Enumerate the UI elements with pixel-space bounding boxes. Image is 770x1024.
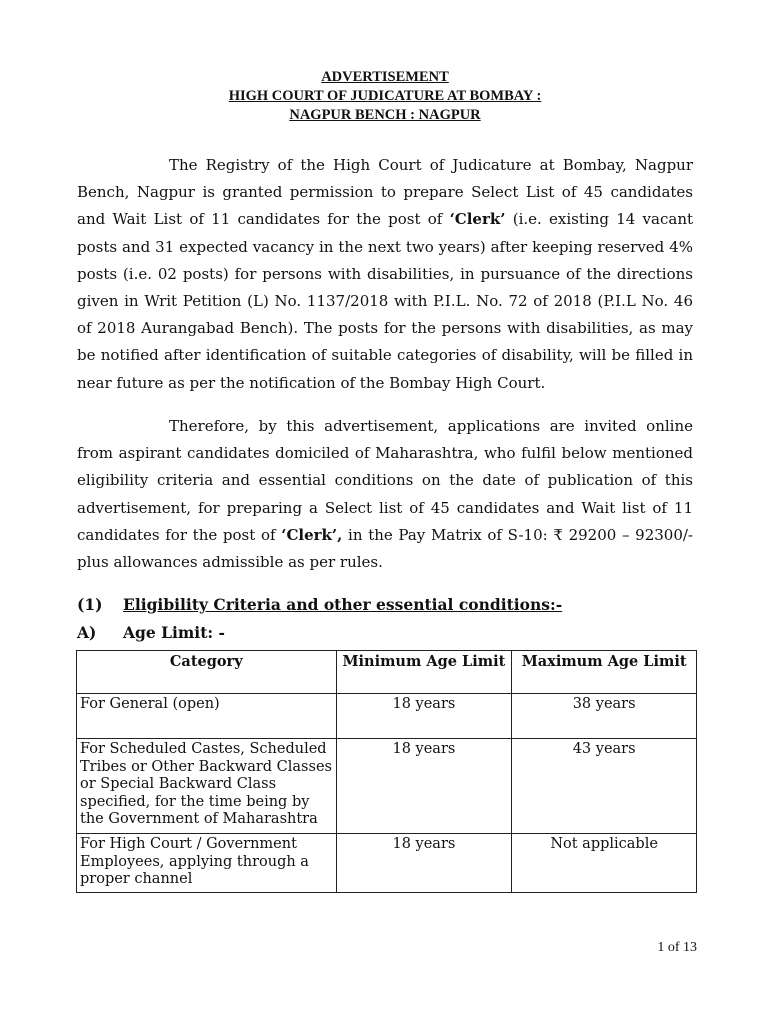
header-max-age: Maximum Age Limit <box>512 651 697 694</box>
intro-text-a: The Registry of the High Court of Judicature at Bombay, Nagpur Bench, Nagpur is granted permission to prepare Select List of 45 candidates and Wait List of 11 candidates for the post of <box>77 156 693 229</box>
heading-bench: NAGPUR BENCH : NAGPUR <box>289 107 481 123</box>
category-cell: For Scheduled Castes, Scheduled Tribes or Other Backward Classes or Special Backward Class specified, for the time being by the Government of Maharashtra <box>77 739 337 834</box>
min-age-cell: 18 years <box>336 739 512 834</box>
header-category: Category <box>77 651 337 694</box>
intro-post-name: ‘Clerk’ <box>449 210 506 229</box>
category-cell: For High Court / Government Employees, applying through a proper channel <box>77 834 337 893</box>
table-row <box>77 834 697 893</box>
max-age-cell: 43 years <box>512 739 697 834</box>
table-row <box>77 739 697 834</box>
section-eligibility-heading <box>77 595 562 614</box>
table-row <box>77 694 697 739</box>
invitation-text-b: in the Pay Matrix of S-10: ₹ 29200 – 92300/- plus allowances admissible as per rules. <box>77 525 694 572</box>
heading-court: HIGH COURT OF JUDICATURE AT BOMBAY : <box>228 88 542 104</box>
section-number: (1) <box>77 595 103 614</box>
category-cell: For General (open) <box>77 694 337 739</box>
invitation-paragraph <box>77 413 693 576</box>
header-min-age: Minimum Age Limit <box>336 651 512 694</box>
invitation-text-a: Therefore, by this advertisement, applications are invited online from aspirant candidates domiciled of Maharashtra, who fulfil below mentioned eligibility criteria and essential conditions on the date of publication of this advertisement, for preparing a Select list of 45 candidates and Wait list of 11 candidates for the post of <box>77 417 693 544</box>
document-heading <box>0 68 770 125</box>
max-age-cell: 38 years <box>512 694 697 739</box>
section-number: A) <box>77 623 97 642</box>
page-number: 1 of 13 <box>657 940 697 955</box>
intro-paragraph <box>77 152 693 397</box>
section-age-limit-heading <box>77 623 225 642</box>
section-title: Age Limit: - <box>123 623 225 642</box>
min-age-cell: 18 years <box>336 834 512 893</box>
section-title: Eligibility Criteria and other essential conditions:- <box>123 595 563 614</box>
intro-text-b: (i.e. existing 14 vacant posts and 31 expected vacancy in the next two years) after keeping reserved 4% posts (i.e. 02 posts) for persons with disabilities, in pursuance of the directions given in Writ Petition (L) No. 1137/2018 with P.I.L. No. 72 of 2018 (P.I.L No. 46 of 2018 Aurangabad Bench). The posts for the persons with disabilities, as may be notified after identification of suitable categories of disability, will be filled in near future as per the notification of the Bombay High Court. <box>77 210 694 392</box>
max-age-cell: Not applicable <box>512 834 697 893</box>
age-limit-table <box>76 650 697 893</box>
invitation-post-name: ‘Clerk’, <box>281 525 343 544</box>
heading-advertisement: ADVERTISEMENT <box>321 69 449 85</box>
table-header-row <box>77 651 697 694</box>
min-age-cell: 18 years <box>336 694 512 739</box>
